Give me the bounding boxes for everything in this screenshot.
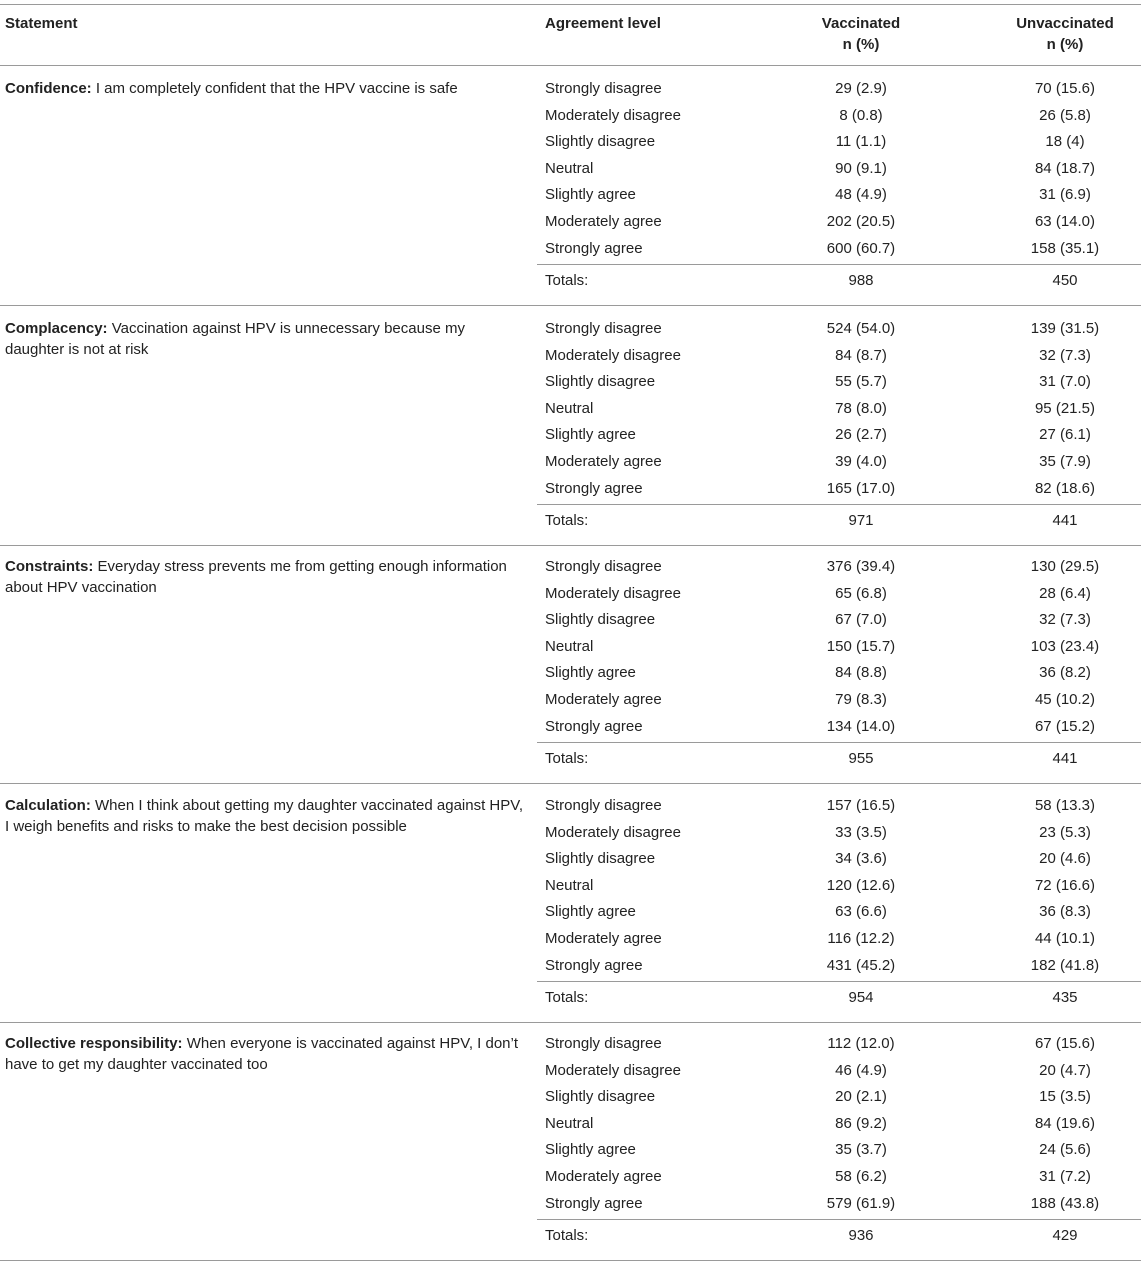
vaccinated-value-cell: 86 (9.2) (835, 1115, 887, 1132)
agreement-level-cell: Slightly agree (545, 1141, 636, 1158)
totals-rule (537, 742, 1141, 743)
agreement-level-cell: Slightly disagree (545, 850, 656, 867)
total-unvaccinated: 450 (1052, 272, 1078, 289)
agreement-level-cell: Neutral (545, 1115, 594, 1132)
unvaccinated-value-cell: 67 (15.6) (1034, 1035, 1096, 1052)
unvaccinated-value-cell: 20 (4.7) (1039, 1062, 1091, 1079)
totals-rule (537, 1219, 1141, 1220)
statement-text (5, 1033, 525, 1075)
statement-label: Complacency: (5, 320, 108, 337)
unvaccinated-value-cell: 130 (29.5) (1030, 558, 1100, 575)
unvaccinated-value-cell: 31 (6.9) (1039, 186, 1091, 203)
statement-label: Constraints: (5, 558, 94, 575)
statement-body: When I think about getting my daughter vaccinated against HPV, I weigh benefits and risks to make the best decision possible (5, 797, 524, 835)
totals-label: Totals: (545, 989, 589, 1006)
agreement-level-cell: Strongly agree (545, 480, 643, 497)
total-vaccinated: 955 (848, 750, 874, 767)
agreement-level-cell: Slightly disagree (545, 133, 656, 150)
statement-text (5, 795, 525, 837)
vaccinated-value-cell: 34 (3.6) (835, 850, 887, 867)
vaccinated-value-cell: 84 (8.7) (835, 347, 887, 364)
agreement-level-cell: Moderately agree (545, 453, 662, 470)
agreement-level-cell: Moderately agree (545, 930, 662, 947)
unvaccinated-value-cell: 58 (13.3) (1034, 797, 1096, 814)
unvaccinated-value-cell: 36 (8.2) (1039, 664, 1091, 681)
section-rule (0, 783, 1141, 784)
unvaccinated-value-cell: 95 (21.5) (1034, 400, 1096, 417)
total-vaccinated: 954 (848, 989, 874, 1006)
header-agreement-level: Agreement level (545, 15, 661, 32)
totals-label: Totals: (545, 750, 589, 767)
statement-body: When everyone is vaccinated against HPV, I don’t have to get my daughter vaccinated too (5, 1035, 519, 1073)
unvaccinated-value-cell: 28 (6.4) (1039, 585, 1091, 602)
unvaccinated-value-cell: 20 (4.6) (1039, 850, 1091, 867)
unvaccinated-value-cell: 31 (7.2) (1039, 1168, 1091, 1185)
totals-rule (537, 981, 1141, 982)
agreement-level-cell: Moderately agree (545, 213, 662, 230)
agreement-level-cell: Slightly agree (545, 903, 636, 920)
unvaccinated-value-cell: 31 (7.0) (1039, 373, 1091, 390)
agreement-level-cell: Neutral (545, 160, 594, 177)
vaccinated-value-cell: 35 (3.7) (835, 1141, 887, 1158)
statement-text (5, 78, 525, 99)
totals-label: Totals: (545, 272, 589, 289)
agreement-level-cell: Strongly agree (545, 957, 643, 974)
agreement-level-cell: Moderately agree (545, 691, 662, 708)
total-vaccinated: 988 (848, 272, 874, 289)
vaccinated-value-cell: 67 (7.0) (835, 611, 887, 628)
agreement-level-cell: Slightly agree (545, 426, 636, 443)
vaccinated-value-cell: 29 (2.9) (835, 80, 887, 97)
unvaccinated-value-cell: 44 (10.1) (1034, 930, 1096, 947)
unvaccinated-value-cell: 103 (23.4) (1030, 638, 1100, 655)
unvaccinated-value-cell: 18 (4) (1045, 133, 1085, 150)
vaccinated-value-cell: 39 (4.0) (835, 453, 887, 470)
agreement-level-cell: Neutral (545, 638, 594, 655)
unvaccinated-value-cell: 67 (15.2) (1034, 718, 1096, 735)
section-rule (0, 1260, 1141, 1261)
vaccinated-value-cell: 579 (61.9) (826, 1195, 896, 1212)
vaccinated-value-cell: 202 (20.5) (826, 213, 896, 230)
agreement-level-cell: Slightly disagree (545, 1088, 656, 1105)
vaccinated-value-cell: 90 (9.1) (835, 160, 887, 177)
unvaccinated-value-cell: 139 (31.5) (1030, 320, 1100, 337)
vaccinated-value-cell: 165 (17.0) (826, 480, 896, 497)
vaccinated-value-cell: 150 (15.7) (826, 638, 896, 655)
statement-label: Calculation: (5, 797, 91, 814)
unvaccinated-value-cell: 26 (5.8) (1039, 107, 1091, 124)
vaccinated-value-cell: 26 (2.7) (835, 426, 887, 443)
vaccinated-value-cell: 33 (3.5) (835, 824, 887, 841)
vaccinated-value-cell: 78 (8.0) (835, 400, 887, 417)
unvaccinated-value-cell: 15 (3.5) (1039, 1088, 1091, 1105)
vaccinated-value-cell: 376 (39.4) (826, 558, 896, 575)
vaccinated-value-cell: 58 (6.2) (835, 1168, 887, 1185)
vaccinated-value-cell: 84 (8.8) (835, 664, 887, 681)
vaccinated-value-cell: 134 (14.0) (826, 718, 896, 735)
unvaccinated-value-cell: 188 (43.8) (1030, 1195, 1100, 1212)
total-unvaccinated: 435 (1052, 989, 1078, 1006)
agreement-level-cell: Slightly disagree (545, 373, 656, 390)
unvaccinated-value-cell: 84 (18.7) (1034, 160, 1096, 177)
unvaccinated-value-cell: 36 (8.3) (1039, 903, 1091, 920)
vaccinated-value-cell: 157 (16.5) (826, 797, 896, 814)
totals-rule (537, 504, 1141, 505)
unvaccinated-value-cell: 182 (41.8) (1030, 957, 1100, 974)
agreement-level-cell: Moderately disagree (545, 824, 681, 841)
agreement-level-cell: Moderately disagree (545, 107, 681, 124)
vaccinated-value-cell: 8 (0.8) (839, 107, 883, 124)
header-unvaccinated-label: Unvaccinated (1016, 15, 1114, 32)
header-vaccinated (761, 13, 961, 55)
statement-label: Confidence: (5, 80, 92, 97)
statement-label: Collective responsibility: (5, 1035, 183, 1052)
agreement-level-cell: Moderately disagree (545, 585, 681, 602)
agreement-level-cell: Strongly disagree (545, 80, 662, 97)
vaccinated-value-cell: 431 (45.2) (826, 957, 896, 974)
agreement-level-cell: Slightly agree (545, 664, 636, 681)
header-vaccinated-label: Vaccinated (821, 15, 901, 32)
unvaccinated-value-cell: 35 (7.9) (1039, 453, 1091, 470)
unvaccinated-value-cell: 84 (19.6) (1034, 1115, 1096, 1132)
total-vaccinated: 971 (848, 512, 874, 529)
unvaccinated-value-cell: 70 (15.6) (1034, 80, 1096, 97)
table-top-rule (0, 4, 1141, 5)
agreement-level-cell: Strongly disagree (545, 558, 662, 575)
agreement-level-cell: Slightly disagree (545, 611, 656, 628)
agreement-level-cell: Moderately disagree (545, 347, 681, 364)
totals-label: Totals: (545, 1227, 589, 1244)
vaccinated-value-cell: 46 (4.9) (835, 1062, 887, 1079)
vaccinated-value-cell: 63 (6.6) (835, 903, 887, 920)
statement-body: I am completely confident that the HPV vaccine is safe (91, 80, 458, 97)
agreement-level-cell: Neutral (545, 400, 594, 417)
agreement-level-cell: Moderately disagree (545, 1062, 681, 1079)
vaccinated-value-cell: 116 (12.2) (827, 930, 895, 947)
total-unvaccinated: 429 (1052, 1227, 1078, 1244)
agreement-level-cell: Strongly agree (545, 240, 643, 257)
statement-text (5, 556, 525, 598)
unvaccinated-value-cell: 27 (6.1) (1039, 426, 1091, 443)
unvaccinated-value-cell: 82 (18.6) (1034, 480, 1096, 497)
vaccinated-value-cell: 120 (12.6) (826, 877, 896, 894)
total-unvaccinated: 441 (1052, 512, 1078, 529)
section-rule (0, 305, 1141, 306)
agreement-level-cell: Strongly disagree (545, 320, 662, 337)
agreement-level-cell: Neutral (545, 877, 594, 894)
section-rule (0, 545, 1141, 546)
agreement-level-cell: Strongly disagree (545, 797, 662, 814)
vaccinated-value-cell: 65 (6.8) (835, 585, 887, 602)
unvaccinated-value-cell: 45 (10.2) (1034, 691, 1096, 708)
unvaccinated-value-cell: 158 (35.1) (1030, 240, 1100, 257)
header-unvaccinated (965, 13, 1145, 55)
unvaccinated-value-cell: 23 (5.3) (1039, 824, 1091, 841)
agreement-level-cell: Strongly agree (545, 718, 643, 735)
unvaccinated-value-cell: 32 (7.3) (1039, 611, 1091, 628)
unvaccinated-value-cell: 72 (16.6) (1034, 877, 1096, 894)
vaccinated-value-cell: 55 (5.7) (835, 373, 887, 390)
totals-label: Totals: (545, 512, 589, 529)
unvaccinated-value-cell: 32 (7.3) (1039, 347, 1091, 364)
vaccinated-value-cell: 11 (1.1) (835, 133, 887, 150)
totals-rule (537, 264, 1141, 265)
vaccinated-value-cell: 48 (4.9) (835, 186, 887, 203)
header-bottom-rule (0, 65, 1141, 66)
vaccinated-value-cell: 524 (54.0) (826, 320, 896, 337)
vaccinated-value-cell: 600 (60.7) (826, 240, 896, 257)
unvaccinated-value-cell: 24 (5.6) (1039, 1141, 1091, 1158)
agreement-level-cell: Slightly agree (545, 186, 636, 203)
vaccinated-value-cell: 112 (12.0) (827, 1035, 895, 1052)
agreement-level-cell: Moderately agree (545, 1168, 662, 1185)
statement-body: Everyday stress prevents me from getting enough information about HPV vaccination (5, 558, 507, 596)
header-vaccinated-unit: n (%) (842, 36, 880, 53)
header-unvaccinated-unit: n (%) (1046, 36, 1084, 53)
statement-body: Vaccination against HPV is unnecessary because my daughter is not at risk (5, 320, 465, 358)
section-rule (0, 1022, 1141, 1023)
agreement-level-cell: Strongly agree (545, 1195, 643, 1212)
statement-text (5, 318, 525, 360)
unvaccinated-value-cell: 63 (14.0) (1034, 213, 1096, 230)
vaccinated-value-cell: 20 (2.1) (835, 1088, 887, 1105)
vaccinated-value-cell: 79 (8.3) (835, 691, 887, 708)
total-unvaccinated: 441 (1052, 750, 1078, 767)
agreement-level-cell: Strongly disagree (545, 1035, 662, 1052)
header-statement: Statement (5, 15, 78, 32)
total-vaccinated: 936 (848, 1227, 874, 1244)
